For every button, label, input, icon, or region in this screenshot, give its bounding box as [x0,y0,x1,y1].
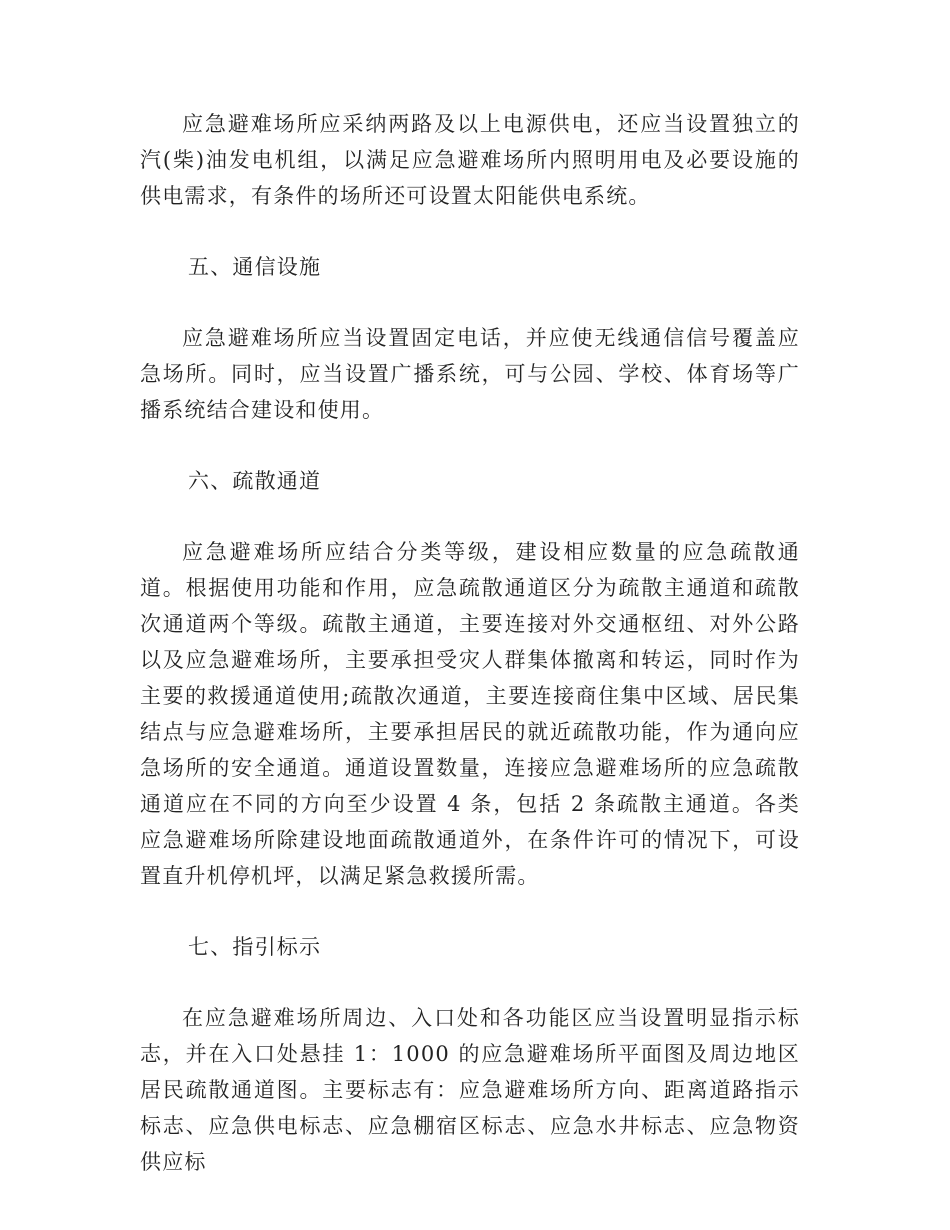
text-line: 疏散通道图。主要标志有：应急避难场所方向、距离道路指示标志、 [140,1078,800,1138]
paragraph-gap [140,894,800,929]
text-line: 疏散通道外，在条件许可的情况下，可设置直升机停机坪，以满足紧 [140,828,800,888]
body-paragraph [140,1000,800,1180]
text-line: 难场所，主要承担居民的就近疏散功能，作为通向应急场所的安全通 [140,720,800,780]
text-line: 七、指引标示 [188,935,322,959]
text-line: 急救援所需。 [406,864,540,888]
text-line: 两个等级。疏散主通道，主要连接对外交通枢纽、对外公路以及应急 [140,612,800,672]
paragraph-gap [140,965,800,1000]
document-body [140,106,800,1180]
text-line: 道。通道设置数量，连接应急避难场所的应急疏散通道应在不同的方 [140,756,800,816]
section-heading [140,249,800,285]
text-line: 六、疏散通道 [188,469,322,493]
text-line: 通道使用;疏散次通道，主要连接商住集中区域、居民集结点与应急避 [140,684,801,744]
text-line: 场所。同时，应当设置广播系统，可与公园、学校、体育场等广播系 [140,362,800,422]
text-line: (柴)油发电机组，以满足应急避难场所内照明用电及必要设施的供电 [140,148,801,208]
section-heading [140,929,800,965]
text-line: 应急供电标志、应急棚宿区标志、应急水井标志、应急物资供应标 [140,1114,800,1174]
paragraph-gap [140,214,800,249]
text-line: 避难场所，主要承担受灾人群集体撤离和转运，同时作为主要的救援 [140,648,800,708]
text-line: 应急避难场所应结合分类等级，建设相应数量的应急疏散通道。 [140,540,800,600]
text-line: 需求，有条件的场所还可设置太阳能供电系统。 [184,184,651,208]
paragraph-gap [140,285,800,320]
body-paragraph [140,320,800,428]
body-paragraph [140,534,800,894]
paragraph-gap [140,499,800,534]
text-line: 志，并在入口处悬挂 1：1000 的应急避难场所平面图及周边地区居民 [140,1042,800,1102]
section-heading [140,463,800,499]
text-line: 五、通信设施 [188,255,322,279]
body-paragraph [140,106,800,214]
text-line: 在应急避难场所周边、入口处和各功能区应当设置明显指示标 [182,1006,800,1030]
text-line: 应急避难场所应当设置固定电话，并应使无线通信信号覆盖应急 [140,326,800,386]
text-line: 根据使用功能和作用，应急疏散通道区分为疏散主通道和疏散次通道 [140,576,800,636]
paragraph-gap [140,428,800,463]
text-line: 向至少设置 4 条，包括 2 条疏散主通道。各类应急避难场所除建设地面 [140,792,800,852]
text-line: 应急避难场所应采纳两路及以上电源供电，还应当设置独立的汽 [140,112,800,172]
text-line: 统结合建设和使用。 [184,398,385,422]
